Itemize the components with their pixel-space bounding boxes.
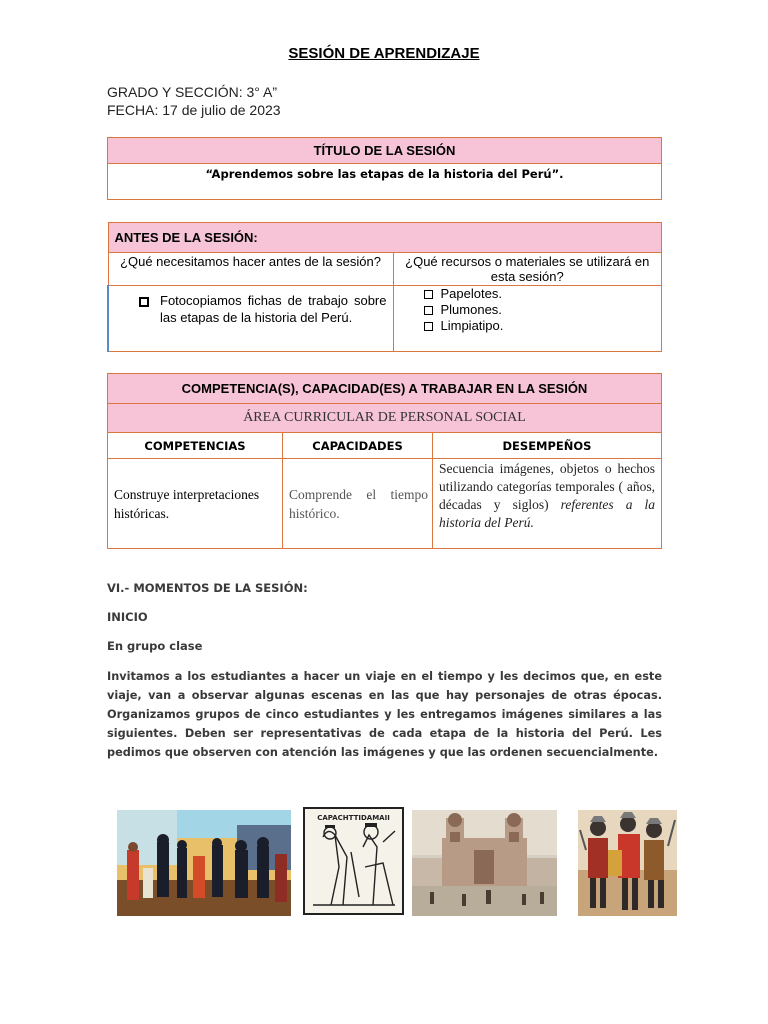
col-header-competencias: COMPETENCIAS (108, 433, 283, 459)
antes-col1-item: Fotocopiamos fichas de trabajo sobre las etapas de la historia del Perú. (160, 293, 387, 325)
col-header-desempenos: DESEMPEÑOS (433, 433, 662, 459)
competencia-value: Construye interpretaciones históricas. (108, 459, 283, 549)
checkbox-icon (424, 306, 433, 315)
competencia-table (107, 373, 662, 549)
image-cathedral-lima (412, 810, 557, 916)
antes-col2-content (393, 286, 662, 352)
titulo-header: TÍTULO DE LA SESIÓN (108, 138, 662, 164)
desempeno-text: Secuencia imágenes, objetos o hechos utilizando categorías temporales ( años, décadas y siglos) (439, 461, 655, 512)
engraving-caption: CAPACHTTIDAMAII (317, 814, 390, 822)
material-item: Plumones. (424, 302, 662, 318)
grupo-clase-label: En grupo clase (107, 639, 203, 653)
grado-seccion: GRADO Y SECCIÓN: 3° A” (107, 84, 278, 100)
checkbox-icon (424, 290, 433, 299)
antes-header: ANTES DE LA SESIÓN: (108, 223, 662, 253)
checkbox-icon (139, 297, 149, 307)
fecha: FECHA: 17 de julio de 2023 (107, 102, 281, 118)
momentos-heading: VI.- MOMENTOS DE LA SESIÓN: (107, 581, 308, 595)
col-header-capacidades: CAPACIDADES (283, 433, 433, 459)
image-conquistadors (578, 810, 677, 916)
material-item: Papelotes. (424, 286, 662, 302)
checkbox-icon (424, 322, 433, 331)
image-guaman-poma-engraving (303, 807, 404, 915)
antes-col1-header: ¿Qué necesitamos hacer antes de la sesión? (108, 253, 393, 286)
desempeno-value (433, 459, 662, 549)
antes-table (107, 222, 662, 352)
area-curricular: ÁREA CURRICULAR DE PERSONAL SOCIAL (108, 404, 662, 433)
material-item: Limpiatipo. (424, 318, 662, 334)
titulo-value: “Aprendemos sobre las etapas de la historia del Perú”. (108, 164, 662, 200)
desempeno-italic: referentes a la historia del Perú. (439, 497, 655, 530)
competencia-header: COMPETENCIA(S), CAPACIDAD(ES) A TRABAJAR EN LA SESIÓN (108, 374, 662, 404)
titulo-table (107, 137, 662, 200)
antes-col1-content (108, 286, 393, 352)
image-colonial-scene (117, 810, 291, 916)
momentos-paragraph: Invitamos a los estudiantes a hacer un viaje en el tiempo y les decimos que, en este viaje, van a observar algunas escenas en las que hay personajes de otras épocas. Organizamos grupos de cinco estudiantes y les entregamos imágenes similares a las siguientes. Deben ser representativas de cada etapa de la historia del Perú. Les pedimos que observen con atención las imágenes y que las ordenen secuencialmente. (107, 670, 662, 759)
document-title: SESIÓN DE APRENDIZAJE (288, 45, 480, 62)
capacidad-value: Comprende el tiempo histórico. (283, 459, 433, 549)
antes-col2-header: ¿Qué recursos o materiales se utilizará en esta sesión? (393, 253, 662, 286)
inicio-heading: INICIO (107, 610, 148, 624)
